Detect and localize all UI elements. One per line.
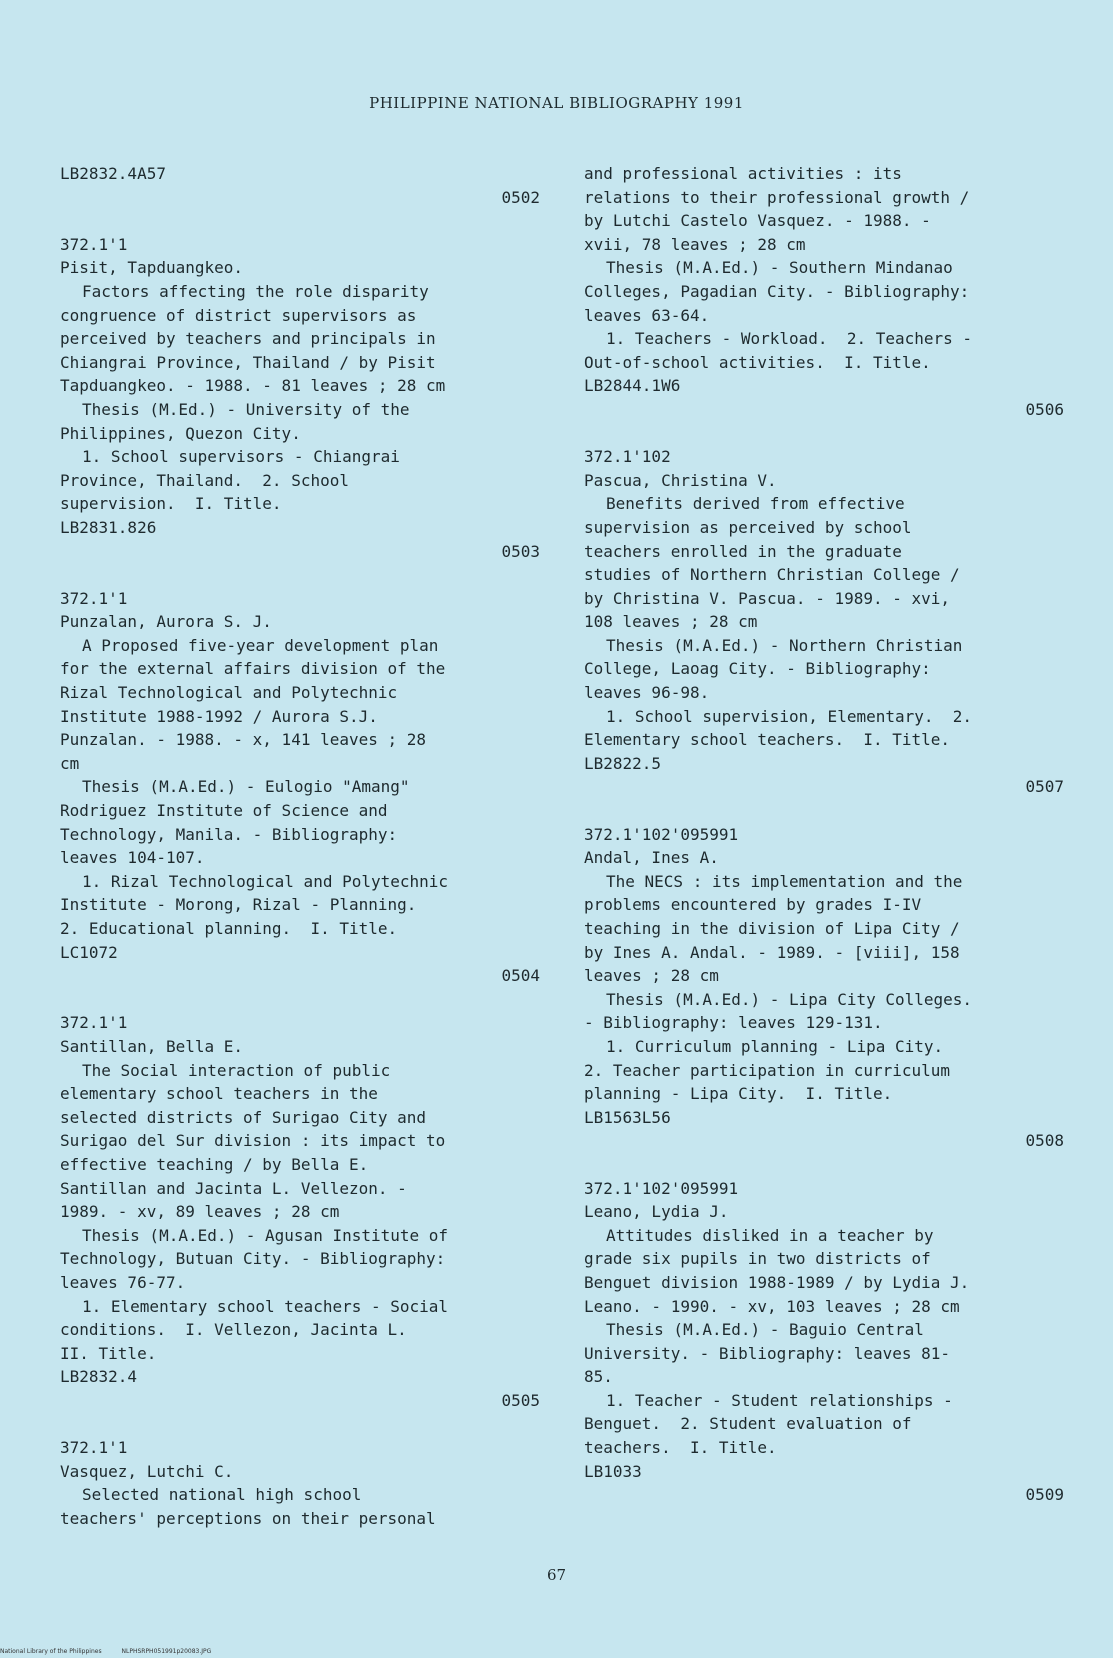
text-line: College, Laoag City. - Bibliography: bbox=[584, 659, 931, 679]
text-line: Vasquez, Lutchi C. bbox=[60, 1461, 234, 1481]
text-line: 1. School supervisors - Chiangrai bbox=[82, 447, 400, 467]
text-line: 372.1'1 bbox=[60, 1013, 128, 1033]
text-line: Andal, Ines A. bbox=[584, 848, 719, 868]
text-line: elementary school teachers in the bbox=[60, 1084, 378, 1104]
text-line: 372.1'1 bbox=[60, 234, 128, 254]
text-line: Punzalan. - 1988. - x, 141 leaves ; 28 bbox=[60, 730, 427, 750]
text-line: 372.1'102'095991 bbox=[584, 824, 739, 844]
text-line: Factors affecting the role disparity bbox=[82, 281, 429, 301]
text-line: 1. Elementary school teachers - Social bbox=[82, 1296, 449, 1316]
text-line: Chiangrai Province, Thailand / by Pisit bbox=[60, 352, 436, 372]
text-line: Institute 1988-1992 / Aurora S.J. bbox=[60, 706, 378, 726]
text-line: 1. Teacher - Student relationships - bbox=[606, 1390, 953, 1410]
text-line: Santillan and Jacinta L. Vellezon. - bbox=[60, 1178, 407, 1198]
text-line: teachers' perceptions on their personal bbox=[60, 1508, 436, 1528]
text-line: by Lutchi Castelo Vasquez. - 1988. - bbox=[584, 211, 931, 231]
text-line: leaves 104-107. bbox=[60, 848, 205, 868]
text-line: leaves 96-98. bbox=[584, 683, 710, 703]
text-line: 372.1'102 bbox=[584, 447, 671, 467]
text-line: xvii, 78 leaves ; 28 cm bbox=[584, 234, 806, 254]
text-line: LB1563L56 bbox=[584, 1107, 671, 1127]
text-line: supervision. I. Title. bbox=[60, 494, 282, 514]
entry-number: 0504 bbox=[501, 966, 540, 986]
text-line: II. Title. bbox=[60, 1343, 157, 1363]
text-line: by Ines A. Andal. - 1989. - [viii], 158 bbox=[584, 942, 960, 962]
text-line: Surigao del Sur division : its impact to bbox=[60, 1131, 446, 1151]
entry-gap bbox=[584, 1153, 1064, 1177]
text-line: Thesis (M.A.Ed.) - Baguio Central bbox=[606, 1320, 924, 1340]
text-line: Leano. - 1990. - xv, 103 leaves ; 28 cm bbox=[584, 1296, 960, 1316]
text-line: Philippines, Quezon City. bbox=[60, 423, 301, 443]
entry-gap bbox=[60, 563, 540, 587]
entry-number: 0506 bbox=[1025, 399, 1064, 419]
scan-footer bbox=[0, 1648, 229, 1656]
text-line: conditions. I. Vellezon, Jacinta L. bbox=[60, 1320, 407, 1340]
text-line: University. - Bibliography: leaves 81- bbox=[584, 1343, 951, 1363]
text-line: Rizal Technological and Polytechnic bbox=[60, 683, 398, 703]
text-line: Thesis (M.A.Ed.) - Agusan Institute of bbox=[82, 1225, 449, 1245]
text-line: 1. School supervision, Elementary. 2. bbox=[606, 706, 973, 726]
text-line: 1. Curriculum planning - Lipa City. bbox=[606, 1036, 944, 1056]
text-line: cm bbox=[60, 753, 80, 773]
text-line: Santillan, Bella E. bbox=[60, 1036, 244, 1056]
text-line: Pascua, Christina V. bbox=[584, 470, 777, 490]
text-line: congruence of district supervisors as bbox=[60, 305, 417, 325]
text-line: teaching in the division of Lipa City / bbox=[584, 919, 960, 938]
text-line: by Christina V. Pascua. - 1989. - xvi, bbox=[584, 588, 951, 608]
entry-number: 0502 bbox=[501, 187, 540, 207]
text-line: Colleges, Pagadian City. - Bibliography: bbox=[584, 281, 970, 301]
text-line: and professional activities : its bbox=[584, 164, 902, 183]
text-line: grade six pupils in two districts of bbox=[584, 1249, 931, 1269]
entry-gap bbox=[60, 988, 540, 1012]
text-line: Out-of-school activities. I. Title. bbox=[584, 352, 931, 372]
text-line: LB2832.4A57 bbox=[60, 164, 166, 183]
text-line: 372.1'1 bbox=[60, 588, 128, 608]
text-line: leaves 76-77. bbox=[60, 1272, 186, 1292]
entry-gap bbox=[584, 799, 1064, 823]
text-line: Institute - Morong, Rizal - Planning. bbox=[60, 895, 417, 915]
text-line: Thesis (M.A.Ed.) - Southern Mindanao bbox=[606, 258, 953, 278]
text-line: for the external affairs division of the bbox=[60, 659, 446, 679]
text-line: leaves ; 28 cm bbox=[584, 966, 719, 986]
text-line: problems encountered by grades I-IV bbox=[584, 895, 922, 915]
text-line: 372.1'1 bbox=[60, 1438, 128, 1458]
text-line: Selected national high school bbox=[82, 1485, 362, 1505]
text-line: Thesis (M.A.Ed.) - Northern Christian bbox=[606, 635, 963, 655]
text-line: Rodriguez Institute of Science and bbox=[60, 801, 388, 821]
text-line: LB2822.5 bbox=[584, 753, 662, 773]
page-number: 67 bbox=[546, 1566, 567, 1584]
text-line: teachers. I. Title. bbox=[584, 1438, 777, 1458]
entry-number: 0508 bbox=[1025, 1131, 1064, 1151]
text-line: LB2831.826 bbox=[60, 517, 157, 537]
text-line: planning - Lipa City. I. Title. bbox=[584, 1084, 893, 1104]
page-header: PHILIPPINE NATIONAL BIBLIOGRAPHY 1991 bbox=[369, 94, 744, 112]
text-line: teachers enrolled in the graduate bbox=[584, 541, 902, 561]
footer-library: National Library of the Philippines bbox=[0, 1648, 102, 1655]
text-line: Technology, Butuan City. - Bibliography: bbox=[60, 1249, 446, 1269]
text-line: Benefits derived from effective bbox=[606, 494, 905, 514]
text-line: Elementary school teachers. I. Title. bbox=[584, 730, 951, 750]
text-line: Thesis (M.A.Ed.) - Lipa City Colleges. bbox=[606, 989, 973, 1009]
text-line: - Bibliography: leaves 129-131. bbox=[584, 1013, 883, 1033]
text-line: Thesis (M.Ed.) - University of the bbox=[82, 399, 410, 419]
text-line: selected districts of Surigao City and bbox=[60, 1107, 427, 1127]
text-line: LB1033 bbox=[584, 1461, 642, 1481]
text-line: 1. Teachers - Workload. 2. Teachers - bbox=[606, 329, 973, 349]
entry-gap bbox=[60, 209, 540, 233]
text-line: LC1072 bbox=[60, 942, 118, 962]
entry-number: 0505 bbox=[501, 1390, 540, 1410]
text-line: Pisit, Tapduangkeo. bbox=[60, 258, 244, 278]
text-line: 108 leaves ; 28 cm bbox=[584, 612, 758, 632]
text-line: The NECS : its implementation and the bbox=[606, 871, 963, 891]
entry-number: 0509 bbox=[1025, 1485, 1064, 1505]
text-line: Punzalan, Aurora S. J. bbox=[60, 612, 272, 632]
text-line: LB2844.1W6 bbox=[584, 376, 681, 396]
text-line: supervision as perceived by school bbox=[584, 517, 912, 537]
entry-gap bbox=[60, 1412, 540, 1436]
text-line: 1. Rizal Technological and Polytechnic bbox=[82, 871, 449, 891]
text-line: A Proposed five-year development plan bbox=[82, 635, 439, 655]
text-line: 85. bbox=[584, 1367, 613, 1387]
text-line: relations to their professional growth / bbox=[584, 187, 970, 207]
entry-number: 0503 bbox=[501, 541, 540, 561]
text-line: Attitudes disliked in a teacher by bbox=[606, 1225, 934, 1245]
text-line: 2. Teacher participation in curriculum bbox=[584, 1060, 951, 1080]
right-column bbox=[584, 162, 1064, 1507]
text-line: studies of Northern Christian College / bbox=[584, 565, 960, 585]
text-line: Benguet. 2. Student evaluation of bbox=[584, 1414, 912, 1434]
text-line: Technology, Manila. - Bibliography: bbox=[60, 824, 398, 844]
text-line: The Social interaction of public bbox=[82, 1060, 391, 1080]
footer-file: NLPHSRPH051991p20083.JPG bbox=[121, 1648, 212, 1655]
text-line: effective teaching / by Bella E. bbox=[60, 1154, 369, 1174]
text-line: Leano, Lydia J. bbox=[584, 1202, 729, 1222]
entry-number: 0507 bbox=[1025, 777, 1064, 797]
left-column bbox=[60, 162, 540, 1530]
text-line: Province, Thailand. 2. School bbox=[60, 470, 349, 490]
entry-gap bbox=[584, 422, 1064, 446]
text-line: LB2832.4 bbox=[60, 1367, 138, 1387]
text-line: Benguet division 1988-1989 / by Lydia J. bbox=[584, 1272, 970, 1292]
text-line: perceived by teachers and principals in bbox=[60, 329, 436, 349]
text-line: Tapduangkeo. - 1988. - 81 leaves ; 28 cm bbox=[60, 376, 446, 396]
text-line: 372.1'102'095991 bbox=[584, 1178, 739, 1198]
text-line: 2. Educational planning. I. Title. bbox=[60, 919, 398, 938]
text-line: 1989. - xv, 89 leaves ; 28 cm bbox=[60, 1202, 340, 1222]
text-line: Thesis (M.A.Ed.) - Eulogio "Amang" bbox=[82, 777, 410, 797]
text-line: leaves 63-64. bbox=[584, 305, 710, 325]
